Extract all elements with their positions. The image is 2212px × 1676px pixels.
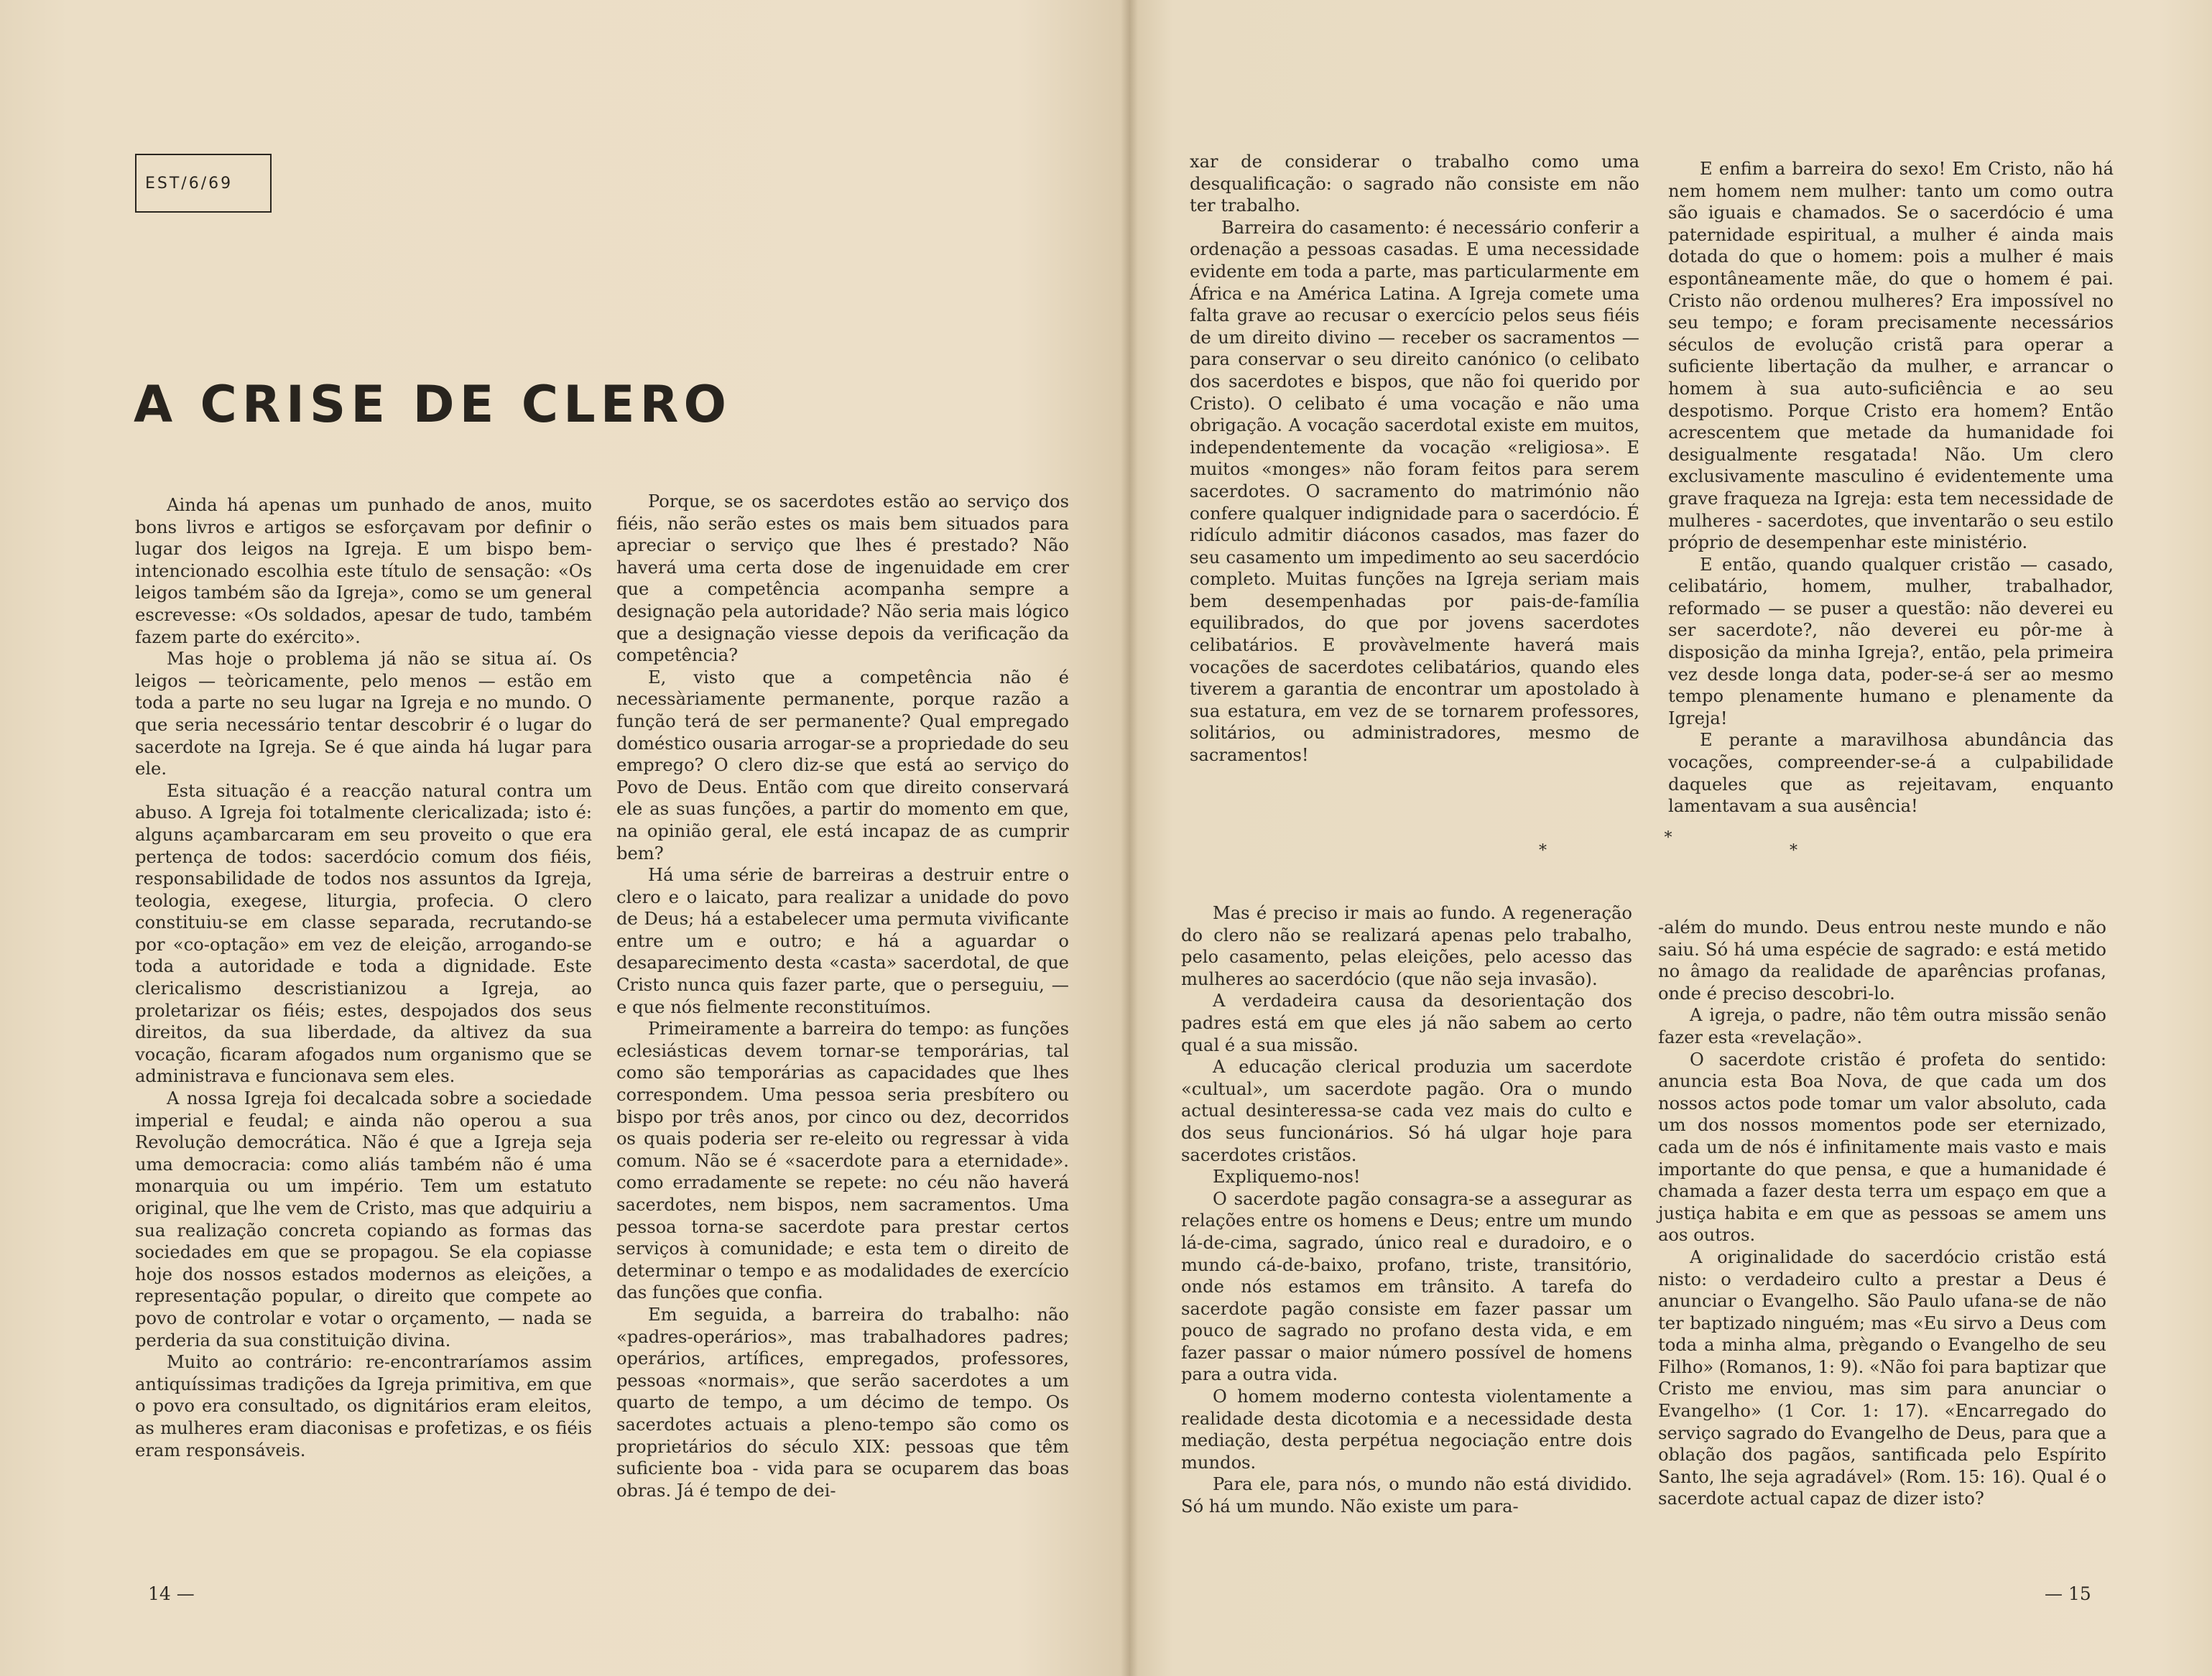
paragraph: A verdadeira causa da desorientação dos padres está em que eles já não sabem ao certo qual é a sua missão.	[1181, 991, 1632, 1055]
separator-star: *	[1539, 842, 1547, 860]
separator-star: *	[1664, 829, 1672, 847]
paragraph: xar de considerar o trabalho como uma desqualificação: o sagrado não consiste em não ter trabalho.	[1190, 152, 1639, 216]
right-column-2-top	[1668, 158, 2114, 818]
paragraph: A originalidade do sacerdócio cristão está nisto: o verdadeiro culto a prestar a Deus é anunciar o Evangelho. São Paulo ufana-se de não ter baptizado ninguém; mas «Eu sirvo a Deus com toda a minha alma, prègando o Evangelho de seu Filho» (Romanos, 1: 9). «Não foi para baptizar que Cristo me enviou, mas sim para anunciar o Evangelho» (1 Cor. 1: 17). «Encarregado do serviço sagrado do Evangelho de Deus, para que a oblação dos pagãos, santificada pelo Espírito Santo, lhe seja agradável» (Rom. 15: 16). Qual é o sacerdote actual capaz de dizer isto?	[1658, 1246, 2106, 1509]
reference-box	[135, 154, 272, 213]
paragraph: A nossa Igreja foi decalcada sobre a sociedade imperial e feudal; e ainda não operou a sua Revolução democrática. Não é que a Igreja seja uma democracia: como aliás também não é uma monarquia ou um império. Tem um estatuto original, que lhe vem de Cristo, mas que adquiriu a sua realização concreta copiando as formas das sociedades em que se propagou. Se ela copiasse hoje dos nossos estados modernos as eleições, a representação popular, o direito que compete ao povo de controlar e votar o orçamento, — nada se perderia da sua constituição divina.	[135, 1088, 592, 1351]
paragraph: E perante a maravilhosa abundância das vocações, compreender-se-á a culpabilidade daqueles que as rejeitavam, enquanto lamentavam a sua ausência!	[1668, 730, 2114, 817]
paragraph: O sacerdote pagão consagra-se a assegurar as relações entre os homens e Deus; entre um mundo lá-de-cima, sagrado, único real e duradoiro, e o mundo cá-de-baixo, profano, triste, transitório, onde nós estamos em trânsito. A tarefa do sacerdote pagão consiste em fazer passar um pouco de sagrado no profano desta vida, e em fazer passar o maior número possível de homens para a outra vida.	[1181, 1188, 1632, 1385]
paragraph: E, visto que a competência não é necessàriamente permanente, porque razão a função terá de ser permanente? Qual empregado doméstico ousaria arrogar-se a propriedade do seu emprego? O clero diz-se que está ao serviço do Povo de Deus. Então com que direito conservará ele as suas funções, a partir do momento em que, na opinião geral, ele está incapaz de as cumprir bem?	[616, 667, 1069, 864]
reference-code: EST/6/69	[145, 174, 233, 193]
paragraph: A educação clerical produzia um sacerdote «cultual», um sacerdote pagão. Ora o mundo actual desinteressa-se cada vez mais do culto e dos seus funcionários. Só há ulgar hoje para sacerdotes cristãos.	[1181, 1057, 1632, 1165]
paragraph: Porque, se os sacerdotes estão ao serviço dos fiéis, não serão estes os mais bem situados para apreciar o serviço que lhes é prestado? Não haverá uma certa dose de ingenuidade em crer que a competência acompanha sempre a designação pela autoridade? Não seria mais lógico que a designação viesse depois da verificação da competência?	[616, 491, 1069, 666]
paragraph: Para ele, para nós, o mundo não está dividido. Só há um mundo. Não existe um para-	[1181, 1474, 1632, 1517]
paragraph: O homem moderno contesta violentamente a realidade desta dicotomia e a necessidade desta mediação, desta perpétua negociação entre dois mundos.	[1181, 1386, 1632, 1473]
paragraph: Primeiramente a barreira do tempo: as funções eclesiásticas devem tornar-se temporárias, tal como são temporárias as capacidades que lhes correspondem. Uma pessoa seria presbítero ou bispo por três anos, por cinco ou dez, decorridos os quais poderia ser re-eleito ou regressar à vida comum. Não se é «sacerdote para a eternidade». como erradamente se repete: no céu não haverá sacerdotes, nem bispos, nem sacramentos. Uma pessoa torna-se sacerdote para prestar certos serviços à comunidade; e esta tem o direito de determinar o tempo e as modalidades de exercício das funções que confia.	[616, 1019, 1069, 1303]
paragraph: A igreja, o padre, não têm outra missão senão fazer esta «revelação».	[1658, 1005, 2106, 1047]
right-column-1-top	[1190, 151, 1639, 767]
paragraph: E então, quando qualquer cristão — casado, celibatário, homem, mulher, trabalhador, reformado — se puser a questão: não deverei eu ser sacerdote?, não deverei eu pôr-me à disposição da minha Igreja?, então, pela primeira vez desde longa data, poder-se-á ser ao mesmo tempo plenamente humano e plenamente da Igreja!	[1668, 554, 2114, 728]
paragraph: O sacerdote cristão é profeta do sentido: anuncia esta Boa Nova, de que cada um dos nossos actos pode tomar um valor absoluto, cada um dos nossos momentos pode ser eternizado, cada um de nós é infinitamente mais vasto e mais importante do que pensa, e que a humanidade é chamada a fazer desta terra um espaço em que a justiça habita e em que as pessoas se amem uns aos outros.	[1658, 1049, 2106, 1246]
left-column-1	[135, 494, 592, 1461]
paragraph: Mas é preciso ir mais ao fundo. A regeneração do clero não se realizará apenas pelo trabalho, pelo casamento, pelas eleições, pelo acesso das mulheres ao sacerdócio (que não seja invasão).	[1181, 903, 1632, 989]
paragraph: Esta situação é a reacção natural contra um abuso. A Igreja foi totalmente clericalizada; isto é: alguns açambarcaram em seu proveito o que era pertença de todos: sacerdócio comum dos fiéis, responsabilidade de todos nos assuntos da Igreja, teologia, exegese, liturgia, profecia. O clero constituiu-se em classe separada, recrutando-se por «co-optação» em vez de eleição, arrogando-se toda a autoridade e toda a dignidade. Este clericalismo descristianizou a Igreja, ao proletarizar os fiéis; estes, despojados dos seus direitos, da sua liberdade, da altivez da sua vocação, ficaram afogados num organismo que se administrava e funcionava sem eles.	[135, 780, 592, 1087]
book-spine	[1121, 0, 1138, 1676]
paragraph: Ainda há apenas um punhado de anos, muito bons livros e artigos se esforçavam por definir o lugar dos leigos na Igreja. E um bispo bem-intencionado escolhia este título de sensação: «Os leigos também são da Igreja», como se um general escrevesse: «Os soldados, apesar de tudo, também fazem parte do exército».	[135, 495, 592, 647]
page-number-right: — 15	[2045, 1583, 2091, 1604]
paragraph: Expliquemo-nos!	[1213, 1167, 1361, 1187]
section-separator	[1539, 829, 1797, 860]
paragraph: Barreira do casamento: é necessário conferir a ordenação a pessoas casadas. E uma necessidade evidente em toda a parte, mas particularmente em África e na América Latina. A Igreja comete uma falta grave ao recusar o exercício pelos seus fiéis de um direito divino — receber os sacramentos — para conservar o seu direito canónico (o celibato dos sacerdotes e bispos, que não foi querido por Cristo). O celibato é uma vocação e não uma obrigação. A vocação sacerdotal existe em muitos, independentemente da vocação «religiosa». E muitos «monges» não foram feitos para serem sacerdotes. O sacramento do matrimónio não confere qualquer indignidade para o sacerdócio. É ridículo admitir diáconos casados, mas fazer do seu casamento um impedimento ao seu sacerdócio completo. Muitas funções na Igreja seriam mais bem desempenhadas por pais-de-família equilibrados, do que por jovens sacerdotes celibatários. E provàvelmente haverá mais vocações de sacerdotes celibatários, quando eles tiverem a garantia de encontrar um apostolado à sua estatura, em vez de se tornarem professores, solitários, ou administradores, mesmo de sacramentos!	[1190, 217, 1639, 766]
article-title: A CRISE DE CLERO	[134, 375, 731, 434]
separator-star: *	[1790, 842, 1797, 860]
paragraph: -além do mundo. Deus entrou neste mundo e não saiu. Só há uma espécie de sagrado: e está metido no âmago da realidade de aparências profanas, onde é preciso descobri-lo.	[1658, 917, 2106, 1004]
right-column-1-bottom	[1181, 902, 1632, 1518]
paragraph: Mas hoje o problema já não se situa aí. Os leigos — teòricamente, pelo menos — estão em toda a parte no seu lugar na Igreja e no mundo. O que seria necessário tentar descobrir é o lugar do sacerdote na Igreja. Se é que ainda há lugar para ele.	[135, 649, 592, 779]
left-column-2	[616, 491, 1069, 1501]
paragraph: Muito ao contrário: re-encontraríamos assim antiquíssimas tradições da Igreja primitiva, em que o povo era consultado, os dignitários eram eleitos, as mulheres eram diaconisas e profetizas, e os fiéis eram responsáveis.	[135, 1352, 592, 1460]
paragraph: Em seguida, a barreira do trabalho: não «padres-operários», mas trabalhadores padres; operários, artífices, empregados, professores, pessoas «normais», que serão sacerdotes a um quarto de tempo, a um décimo de tempo. Os sacerdotes actuais a pleno-tempo são como os proprietários do século XIX: pessoas que têm suficiente boa - vida para se ocuparem das boas obras. Já é tempo de dei-	[616, 1304, 1069, 1501]
right-column-2-bottom	[1658, 917, 2106, 1510]
paragraph: E enfim a barreira do sexo! Em Cristo, não há nem homem nem mulher: tanto um como outra são iguais e chamados. Se o sacerdócio é uma paternidade espiritual, a mulher é ainda mais dotada do que o homem: pois a mulher é mais espontâneamente mãe, do que o homem é pai. Cristo não ordenou mulheres? Era impossível no seu tempo; e foram precisamente necessários séculos de evolução cristã para operar a suficiente libertação da mulher, e arrancar o homem à sua auto-suficiência e ao seu despotismo. Porque Cristo era homem? Então acrescentem que metade da humanidade foi desigualmente resgatada! Não. Um clero exclusivamente masculino é evidentemente uma grave fraqueza na Igreja: esta tem necessidade de mulheres - sacerdotes, que inventarão o seu estilo próprio de desempenhar este ministério.	[1668, 159, 2114, 553]
page-number-left: 14 —	[148, 1583, 195, 1604]
paragraph: Há uma série de barreiras a destruir entre o clero e o laicato, para realizar a unidade do povo de Deus; há a estabelecer uma permuta vivificante entre um e outro; e há a aguardar o desaparecimento desta «casta» sacerdotal, de que Cristo nunca quis fazer parte, que o perseguiu, — e que nós fielmente reconstituímos.	[616, 865, 1069, 1017]
